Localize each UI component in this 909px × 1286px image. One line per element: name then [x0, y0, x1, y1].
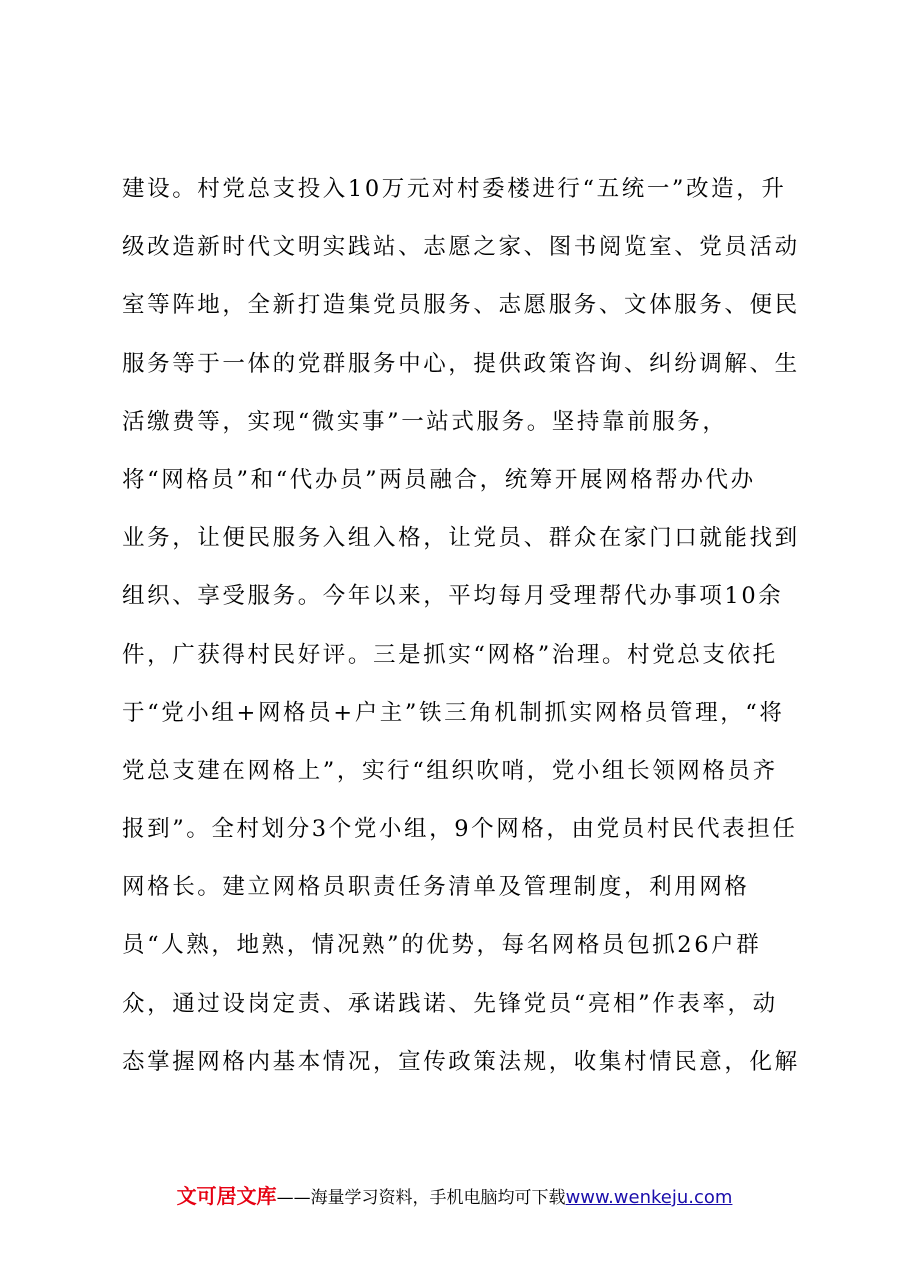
text-line: 众，通过设岗定责、承诺践诺、先锋党员“亮相”作表率，动 — [122, 990, 778, 1017]
text-line: 业务，让便民服务入组入格，让党员、群众在家门口就能找到 — [122, 525, 800, 552]
text-line: 于“党小组+网格员+户主”铁三角机制抓实网格员管理，“将 — [122, 699, 785, 726]
text-line: 组织、享受服务。今年以来，平均每月受理帮代办事项10余 — [122, 583, 784, 610]
text-line: 员“人熟，地熟，情况熟”的优势，每名网格员包抓26户群 — [122, 932, 762, 959]
text-line: 报到”。全村划分3个党小组，9个网格，由党员村民代表担任 — [122, 816, 798, 843]
text-line: 服务等于一体的党群服务中心，提供政策咨询、纠纷调解、生 — [122, 350, 800, 377]
footer-tagline: ——海量学习资料，手机电脑均可下载 — [276, 1188, 566, 1208]
text-line: 将“网格员”和“代办员”两员融合，统筹开展网格帮办代办 — [122, 466, 756, 493]
text-line: 件，广获得村民好评。三是抓实“网格”治理。村党总支依托 — [122, 641, 778, 668]
text-line: 态掌握网格内基本情况，宣传政策法规，收集村情民意，化解 — [122, 1048, 800, 1075]
text-line: 网格长。建立网格员职责任务清单及管理制度，利用网格 — [122, 874, 750, 901]
text-line: 建设。村党总支投入10万元对村委楼进行“五统一”改造，升 — [122, 176, 787, 202]
footer-url-link[interactable]: www.wenkeju.com — [565, 1187, 733, 1208]
text-line: 级改造新时代文明实践站、志愿之家、图书阅览室、党员活动 — [122, 234, 800, 261]
text-line: 党总支建在网格上”，实行“组织吹哨，党小组长领网格员齐 — [122, 757, 778, 784]
footer-banner — [0, 1182, 909, 1212]
footer-brand: 文可居文库 — [176, 1184, 277, 1208]
body-text — [122, 160, 802, 1091]
text-line: 室等阵地，全新打造集党员服务、志愿服务、文体服务、便民 — [122, 292, 800, 319]
text-line: 活缴费等，实现“微实事”一站式服务。坚持靠前服务， — [122, 408, 728, 435]
